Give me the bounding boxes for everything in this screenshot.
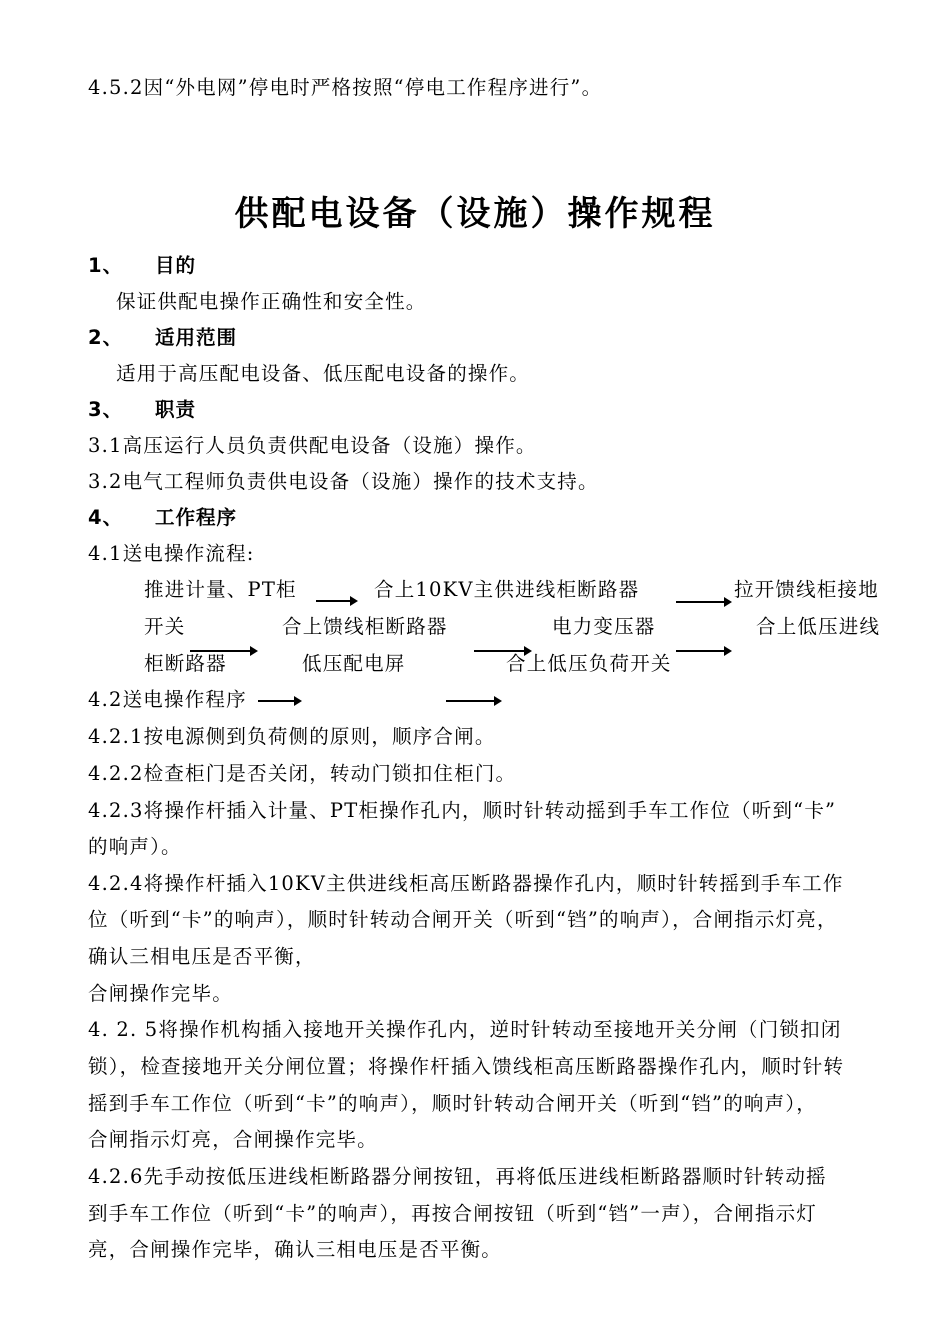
flow-arrow (676, 601, 730, 603)
procedure-line: 4.2.6先手动按低压进线柜断路器分闸按钮，再将低压进线柜断路器顺时针转动摇 (88, 1165, 827, 1188)
flow-arrow (258, 700, 300, 702)
procedure-line: 亮，合闸操作完毕，确认三相电压是否平衡。 (88, 1238, 503, 1261)
procedure-line: 合闸操作完毕。 (88, 982, 233, 1005)
flow-step: 合上低压负荷开关 (506, 652, 672, 675)
procedure-line: 4. 2. 5将操作机构插入接地开关操作孔内，逆时针转动至接地开关分闸（门锁扣闭 (88, 1018, 842, 1041)
flow-step: 合上10KV主供进线柜断路器 (374, 578, 640, 601)
top-line: 4.5.2因“外电网”停电时严格按照“停电工作程序进行”。 (88, 76, 603, 99)
procedure-line: 4.2.3将操作杆插入计量、PT柜操作孔内，顺时针转动摇到手车工作位（听到“卡” (88, 799, 837, 822)
section-number: 1、 (88, 254, 124, 277)
flow-step: 合上低压进线 (756, 615, 881, 638)
flow-step: 柜断路器 (144, 652, 227, 675)
flow-arrow (446, 700, 500, 702)
procedure-line: 合闸指示灯亮，合闸操作完毕。 (88, 1128, 378, 1151)
flow-heading: 4.1送电操作流程: (88, 542, 255, 565)
flow-step: 拉开馈线柜接地 (734, 578, 879, 601)
procedure-line: 4.2.1按电源侧到负荷侧的原则，顺序合闸。 (88, 725, 496, 748)
section-number: 2、 (88, 326, 124, 349)
procedure-line: 的响声）。 (88, 835, 182, 858)
procedure-line: 锁），检查接地开关分闸位置；将操作杆插入馈线柜高压断路器操作孔内，顺时针转 (88, 1055, 845, 1078)
program-heading: 4.2送电操作程序 (88, 688, 247, 711)
flow-step: 推进计量、PT柜 (144, 578, 297, 601)
flow-arrow (316, 600, 356, 602)
page-title: 供配电设备（设施）操作规程 (234, 194, 716, 234)
procedure-line: 位（听到“卡”的响声），顺时针转动合闸开关（听到“铛”的响声），合闸指示灯亮， (88, 908, 838, 931)
procedure-line: 摇到手车工作位（听到“卡”的响声），顺时针转动合闸开关（听到“铛”的响声）， (88, 1092, 817, 1115)
duty-line: 3.1高压运行人员负责供配电设备（设施）操作。 (88, 434, 537, 457)
section-heading: 目的 (155, 254, 197, 277)
flow-step: 开关 (144, 615, 186, 638)
procedure-line: 确认三相电压是否平衡， (88, 945, 316, 968)
scope-text: 适用于高压配电设备、低压配电设备的操作。 (116, 362, 531, 385)
section-heading: 工作程序 (155, 506, 238, 529)
procedure-line: 4.2.4将操作杆插入10KV主供进线柜高压断路器操作孔内，顺时针转摇到手车工作 (88, 872, 844, 895)
section-number: 3、 (88, 398, 124, 421)
duty-line: 3.2电气工程师负责供电设备（设施）操作的技术支持。 (88, 470, 599, 493)
flow-step: 低压配电屏 (302, 652, 406, 675)
procedure-line: 到手车工作位（听到“卡”的响声），再按合闸按钮（听到“铛”一声），合闸指示灯 (88, 1202, 817, 1225)
flow-step: 电力变压器 (552, 615, 656, 638)
section-number: 4、 (88, 506, 124, 529)
flow-step: 合上馈线柜断路器 (282, 615, 448, 638)
section-heading: 职责 (155, 398, 197, 421)
procedure-line: 4.2.2检查柜门是否关闭，转动门锁扣住柜门。 (88, 762, 517, 785)
purpose-text: 保证供配电操作正确性和安全性。 (116, 290, 427, 313)
flow-arrow (676, 650, 730, 652)
section-heading: 适用范围 (155, 326, 238, 349)
